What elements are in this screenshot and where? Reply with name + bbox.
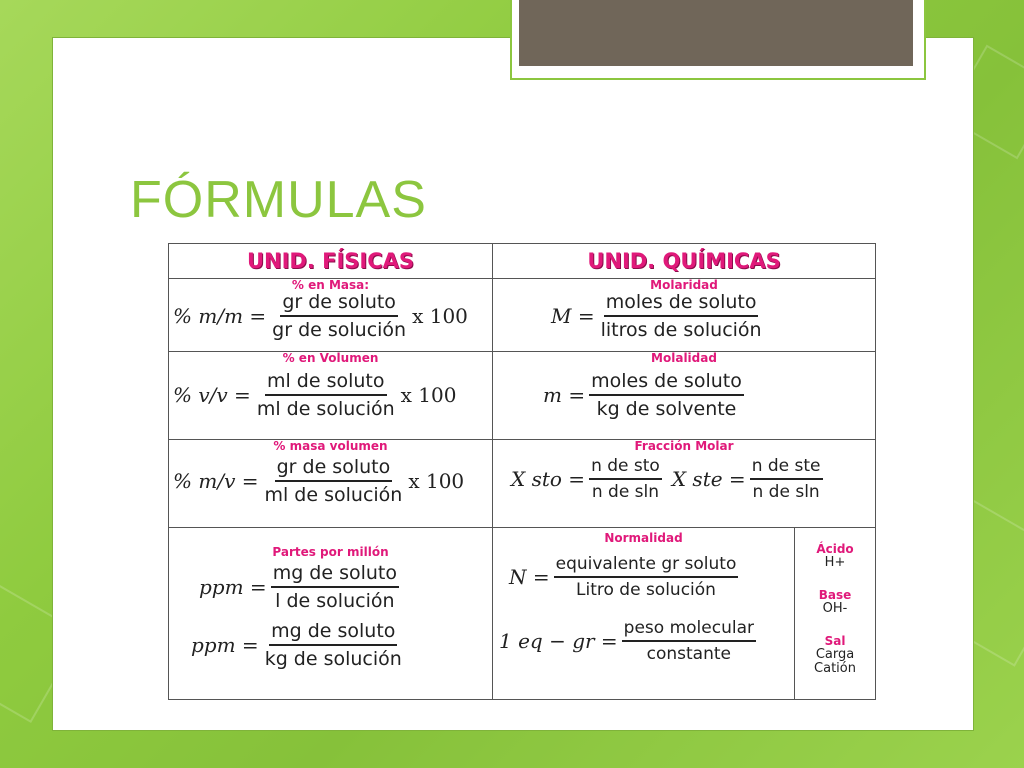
formula-lhs: N = xyxy=(509,565,550,589)
numerator: moles de soluto xyxy=(604,291,759,317)
formula-lhs: X ste = xyxy=(671,467,746,491)
table-row xyxy=(169,440,876,528)
formula-molarity xyxy=(493,291,875,341)
base-value: OH- xyxy=(822,601,848,616)
cell-mass-volume-percent xyxy=(169,440,493,528)
label-mass-percent: % en Masa: xyxy=(291,278,370,292)
multiplier: x 100 xyxy=(400,383,457,407)
denominator: Litro de solución xyxy=(576,580,716,600)
numerator: equivalente gr soluto xyxy=(554,554,739,578)
formula-lhs: 1 eq − gr = xyxy=(499,629,618,653)
formula-ppm-volume xyxy=(169,558,492,612)
cell-acid-base-salt xyxy=(795,528,876,700)
formula-molality xyxy=(493,364,875,420)
formula-volume-percent xyxy=(169,364,492,420)
cell-volume-percent xyxy=(169,352,493,440)
cell-mass-percent xyxy=(169,279,493,352)
formula-table xyxy=(168,243,876,700)
numerator: moles de soluto xyxy=(589,370,744,396)
acid-label: Ácido xyxy=(816,542,854,556)
multiplier: x 100 xyxy=(412,304,468,328)
formula-mass-percent xyxy=(169,291,492,341)
cell-ppm xyxy=(169,528,493,700)
salt-label: Sal xyxy=(824,634,846,648)
cell-molarity xyxy=(493,279,876,352)
denominator: kg de solución xyxy=(264,648,402,670)
table-row xyxy=(169,279,876,352)
fraction xyxy=(622,618,756,664)
formula-mole-fraction xyxy=(493,452,875,502)
denominator: gr de solución xyxy=(272,319,407,341)
numerator: ml de soluto xyxy=(265,370,387,396)
table-row xyxy=(169,352,876,440)
formula-equivalent xyxy=(493,600,794,664)
numerator: n de ste xyxy=(750,456,823,480)
formula-ppm-mass xyxy=(169,612,492,670)
cell-normality xyxy=(493,528,795,700)
formula-lhs: ppm = xyxy=(199,575,267,599)
salt-line-2: Catión xyxy=(814,661,856,676)
cell-molality xyxy=(493,352,876,440)
fraction xyxy=(750,456,823,502)
fraction xyxy=(589,456,662,502)
formula-mass-volume-percent xyxy=(169,452,492,506)
numerator: mg de soluto xyxy=(271,562,399,588)
multiplier: x 100 xyxy=(408,469,465,493)
denominator: n de sln xyxy=(752,482,820,502)
numerator: peso molecular xyxy=(622,618,756,642)
cell-mole-fraction xyxy=(493,440,876,528)
label-molality: Molalidad xyxy=(651,351,717,365)
label-normality: Normalidad xyxy=(604,531,683,545)
denominator: ml de solución xyxy=(256,398,395,420)
base-label: Base xyxy=(818,588,852,602)
numerator: n de sto xyxy=(589,456,662,480)
acid-value: H+ xyxy=(824,555,846,570)
fraction xyxy=(589,370,744,420)
denominator: l de solución xyxy=(275,590,395,612)
table-row xyxy=(169,528,876,700)
label-mole-fraction: Fracción Molar xyxy=(634,439,734,453)
label-ppm: Partes por millón xyxy=(272,545,389,559)
fraction xyxy=(271,562,399,612)
salt-line-1: Carga xyxy=(815,647,855,662)
label-mass-volume-percent: % masa volumen xyxy=(273,439,388,453)
fraction xyxy=(599,291,764,341)
table-header-row xyxy=(169,244,876,279)
acid-base-salt-notes xyxy=(795,528,875,676)
header-chemical-units: UNID. QUÍMICAS xyxy=(493,244,876,279)
numerator: mg de soluto xyxy=(269,620,397,646)
formula-lhs: % v/v = xyxy=(173,383,251,407)
formula-lhs: % m/v = xyxy=(173,469,259,493)
label-molarity: Molaridad xyxy=(650,278,718,292)
formula-lhs: m = xyxy=(543,383,586,407)
numerator: gr de soluto xyxy=(275,456,393,482)
fraction xyxy=(270,291,408,341)
denominator: kg de solvente xyxy=(596,398,737,420)
formula-lhs: % m/m = xyxy=(173,304,267,328)
formula-lhs: ppm = xyxy=(191,633,259,657)
fraction xyxy=(255,370,397,420)
denominator: constante xyxy=(646,644,732,664)
formula-normality xyxy=(493,544,794,600)
header-physical-units: UNID. FÍSICAS xyxy=(169,244,493,279)
denominator: ml de solución xyxy=(264,484,403,506)
decorative-block xyxy=(519,0,913,66)
denominator: litros de solución xyxy=(600,319,762,341)
formula-lhs: M = xyxy=(551,304,595,328)
label-volume-percent: % en Volumen xyxy=(282,351,379,365)
fraction xyxy=(262,456,404,506)
formula-lhs: X sto = xyxy=(511,467,586,491)
fraction xyxy=(263,620,404,670)
numerator: gr de soluto xyxy=(280,291,398,317)
slide-title: FÓRMULAS xyxy=(130,171,427,229)
denominator: n de sln xyxy=(591,482,660,502)
fraction xyxy=(554,554,739,600)
